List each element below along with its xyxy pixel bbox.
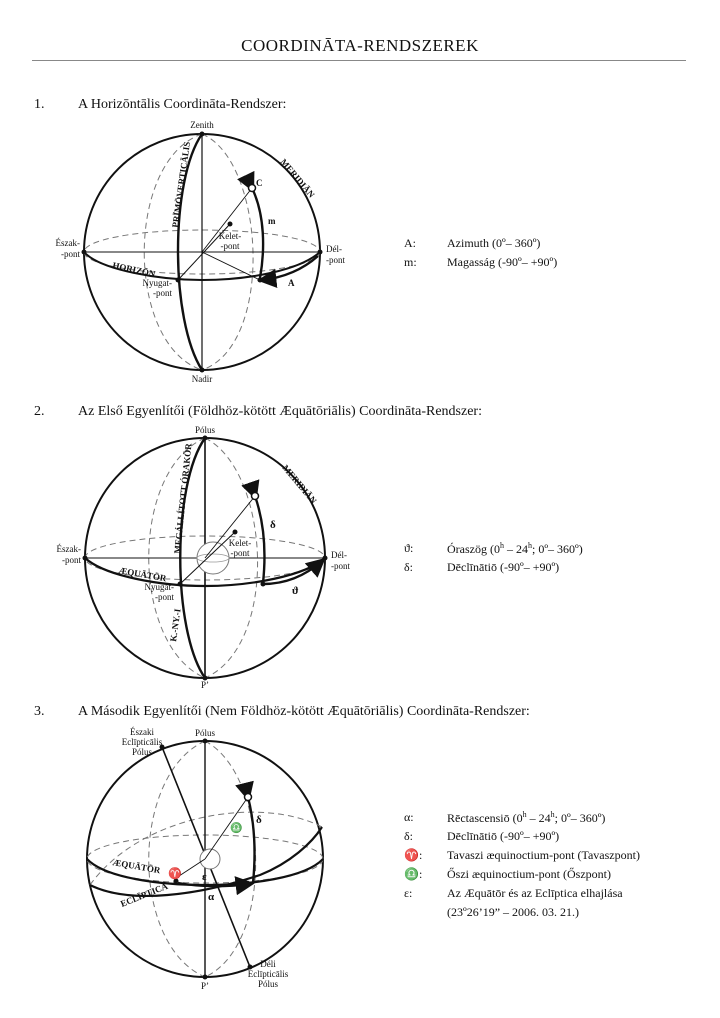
horizontal-system-diagram [55,120,360,385]
legend-text-line2: (23º26’19” – 2006. 03. 21.) [447,905,580,919]
north-point [82,250,87,255]
south-label-2: -pont [326,255,345,265]
hour-circle-label: MEGÁLLÍTOTT ÓRAKÖR [172,442,194,555]
second-equatorial-diagram [60,727,360,995]
east-label-2: -pont [220,241,240,251]
zenith-point [200,132,205,137]
south-ecl-pole-label-1: Déli [260,959,276,969]
north-point [83,556,88,561]
meridian-label: MERIDIĀN [278,156,317,200]
section-3-title: A Második Egyenlítői (Nem Földhöz-kötött Æquātōriālis) Coordināta-Rendszer: [78,704,530,719]
star-foot-line [202,252,260,280]
south-point [318,250,323,255]
nadir-label: Nadir [191,374,213,384]
equator-label: ÆQUĀTŌR [117,565,168,584]
primovertical-label: PRĪMŌVERTICĀLIS [170,141,193,229]
legend-symbol: δ: [404,560,413,574]
east-label-1: Kelet- [228,538,252,548]
zenith-label: Zenith [190,120,214,130]
legend-text: Dēclīnātiō (-90º– +90º) [447,829,560,843]
horizon-label: HORIZŌN [111,260,157,280]
north-label-1: Észak- [56,544,81,554]
north-label-1: Észak- [55,238,80,248]
legend-text: Tavaszi æquinoctium-pont (Tavaszpont) [447,848,640,862]
south-ecl-pole-label-2: Eclīpticālis [247,969,289,979]
hour-angle-arc [263,561,322,584]
north-ecl-pole-label-3: Pólus [131,747,153,757]
west-point [178,582,183,587]
meridian-label: MERIDIĀN [280,462,319,506]
pole-point [203,436,208,441]
north-label-2: -pont [61,249,80,259]
west-label-1: Nyugat- [144,582,174,592]
delta-label: δ [256,814,262,826]
star-point [245,794,252,801]
west-label-2: -pont [155,592,174,602]
legend-text: Óraszög (0$^h$ – 24$^h$; 0º– 360º) [447,541,583,556]
south-pole-point [203,975,208,980]
star-point [252,493,259,500]
legend-symbol: α: [404,810,414,824]
libra-label: ♎ [230,823,243,834]
pole-label: Pólus [194,728,216,738]
aries-icon: ♈: [404,848,423,862]
declination-arc [255,496,264,583]
kny-label: K.-NY.-I [168,608,183,643]
section-1-title: A Horizōntālis Coordināta-Rendszer: [78,97,287,112]
foot-point [261,582,266,587]
legend-text: Az Æquātōr és az Eclīptica elhajlása [447,886,623,900]
p-prime-label: P’ [200,680,210,690]
altitude-m-label: m [268,216,276,226]
east-point [228,222,233,227]
legend-symbol: m: [404,255,417,269]
azimuth-a-label: A [288,278,295,288]
east-point [233,530,238,535]
alpha-label: α [208,891,215,903]
north-ecl-pole-label-1: Északi [130,727,154,737]
libra-icon: ♎: [404,867,423,881]
p-prime-label: P’ [200,981,210,991]
nadir-point [200,368,205,373]
legend-text: Azimuth (0º– 360º) [447,236,541,250]
legend-text: Őszi æquinoctium-pont (Őszpont) [447,867,611,881]
legend-text: Rēctascensiō (0$^h$ – 24$^h$; 0º– 360º) [447,810,606,825]
foot-point [258,278,263,283]
east-label-2: -pont [230,548,250,558]
legend-text: Dēclīnātiō (-90º– +90º) [447,560,560,574]
section-3-number: 3. [34,704,45,719]
equator-label: ÆQUĀTŌR [111,857,162,876]
pole-point [203,739,208,744]
page-title: COORDINĀTA-RENDSZEREK [241,36,479,55]
section-2-title: Az Első Egyenlítői (Földhöz-kötött Æquātōriālis) Coordināta-Rendszer: [78,404,482,419]
section-1-number: 1. [34,97,45,112]
south-label-1: Dél- [331,550,347,560]
ecliptic-label: ECLĪPTICA [119,880,170,909]
west-label-2: -pont [153,288,172,298]
south-label-2: -pont [331,561,350,571]
first-equatorial-diagram [56,425,360,690]
section-2-number: 2. [34,404,45,419]
pole-label: Pólus [194,425,216,435]
earth-globe [197,542,229,574]
south-ecl-pole-label-3: Pólus [257,979,279,989]
legend-symbol: ε: [404,886,413,900]
legend-symbol: A: [404,236,416,250]
star-c-label: C [256,178,263,188]
legend-symbol: δ: [404,829,413,843]
star-point [249,185,256,192]
back-meridian [149,741,205,977]
east-label-1: Kelet- [218,231,242,241]
west-point [176,278,181,283]
delta-label: δ [270,519,276,531]
legend-symbol: ϑ: [404,541,414,555]
south-point [323,556,328,561]
theta-label: ϑ [292,585,299,597]
north-label-2: -pont [62,555,81,565]
legend-text: Magasság (-90º– +90º) [447,255,558,269]
west-label-1: Nyugat- [142,278,172,288]
epsilon-label: ε [202,871,207,883]
north-ecl-pole-label-2: Eclīpticālis [121,737,163,747]
aries-label: ♈ [168,868,182,880]
south-label-1: Dél- [326,244,342,254]
title-rule [32,60,686,61]
